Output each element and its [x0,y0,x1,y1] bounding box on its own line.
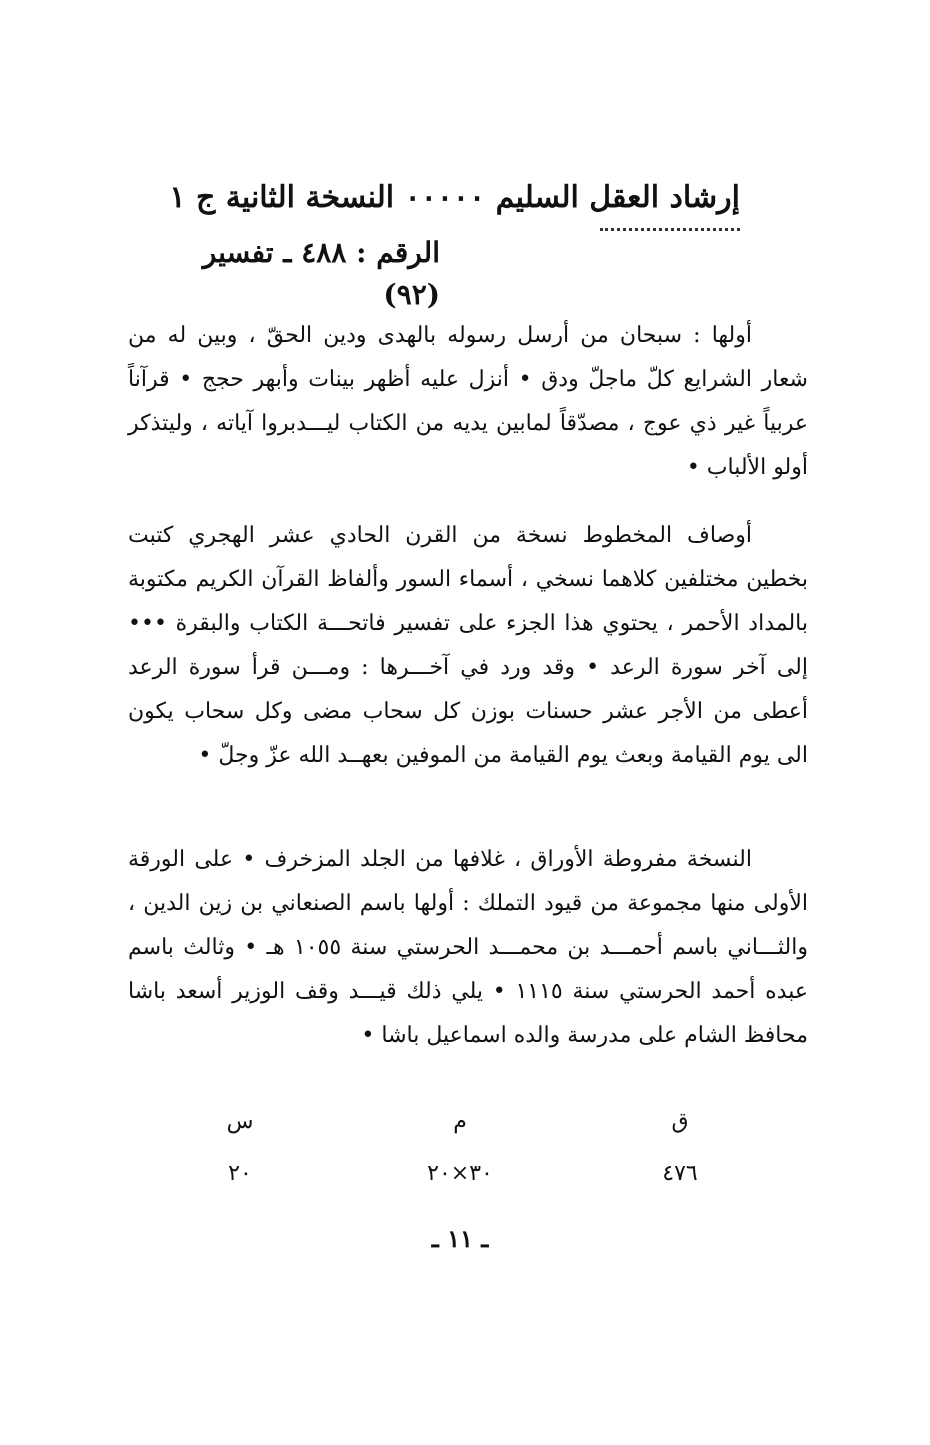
dimensions-header-row [180,1096,740,1148]
value-size: ٣٠×٢٠ [427,1161,493,1186]
dimensions-table [180,1096,740,1200]
value-lines: ٢٠ [228,1161,252,1186]
incipit-paragraph [128,314,808,490]
ownership-paragraph [128,838,808,1058]
catalog-number: الرقم : ٤٨٨ ـ تفسير (٩٢) [202,236,440,311]
paragraph-text: أوصاف المخطوط نسخة من القرن الحادي عشر الهجري كتبت بخطين مختلفين كلاهما نسخي ، أسماء السور وألفاظ القرآن الكريم مكتوبة بالمداد الأحمر ، يحتوي هذا الجزء على تفسير فاتحـــة الكتاب والبقرة ••• إلى آخر سورة الرعد • وقد ورد في آخـــرها : ومـــن قرأ سورة الرعد أعطى من الأجر عشر حسنات بوزن كل سحاب مضى وكل سحاب يكون الى يوم القيامة وبعث يوم القيامة من الموفين بعهــد الله عزّ وجلّ • [128,523,808,768]
value-folios: ٤٧٦ [662,1161,698,1186]
paragraph-text: النسخة مفروطة الأوراق ، غلافها من الجلد المزخرف • على الورقة الأولى منها مجموعة من قيود التملك : أولها باسم الصنعاني بن زين الدين ، والثـــاني باسم أحمـــد بن محمـــد الحرستي سنة ١٠٥٥ هـ • وثالث باسم عبده أحمد الحرستي سنة ١١١٥ • يلي ذلك قيـــد وقف الوزير أسعد باشا محافظ الشام على مدرسة والده اسماعيل باشا • [128,847,808,1048]
paragraph-text: أولها : سبحان من أرسل رسوله بالهدى ودين الحقّ ، وبين له من شعار الشرايع كلّ ماجلّ ودق • أنزل عليه أظهر بينات وأبهر حجج • قرآناً عربياً غير ذي عوج ، مصدّقاً لمابين يديه من الكتاب ليـــدبروا آياته ، وليتذكر أولو الألباب • [128,323,808,480]
page-number: ـ ١١ ـ [431,1224,489,1253]
manuscript-title: إرشاد العقل السليم ٠٠٠٠٠ النسخة الثانية ج ١ [169,180,740,215]
description-paragraph [128,514,808,778]
header-lines: س [226,1109,254,1134]
title-dotted-rule [600,228,740,231]
header-size: م [453,1109,467,1134]
dimensions-value-row [180,1148,740,1200]
header-folios: ق [671,1109,689,1134]
